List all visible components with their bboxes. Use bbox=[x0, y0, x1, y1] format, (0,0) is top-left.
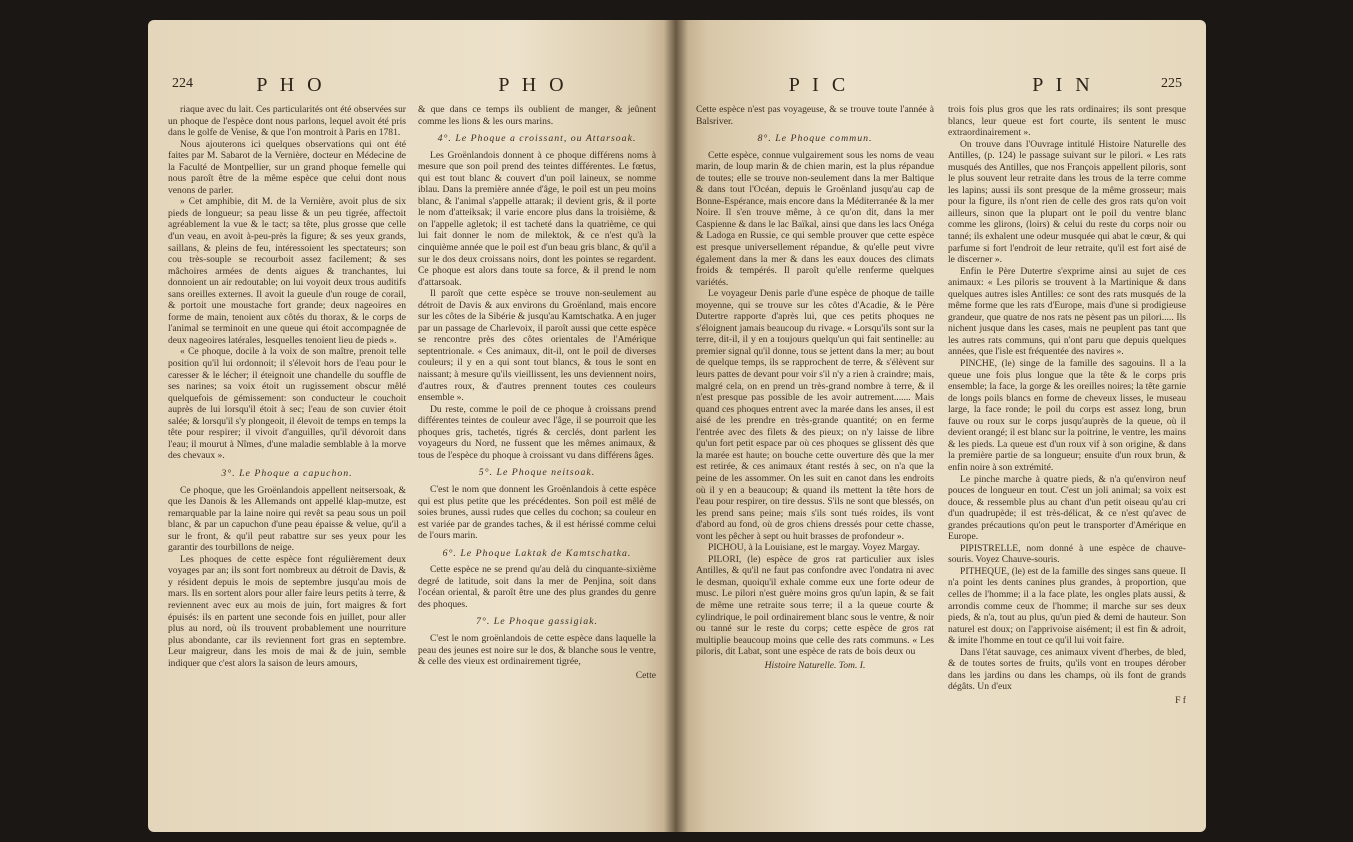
paragraph: On trouve dans l'Ouvrage intitulé Histoire Naturelle des Antilles, (p. 124) le passage suivant sur le pilori. « Les rats musqués des Antilles, que nos François appellent piloris, sont le plus souvent leur retraite dans les trous de la terre comme les lapins; aussi ils sont presque de la même grosseur; mais pour la figure, ils n'ont rien de celle des gros rats qu'on voit ailleurs, sinon que la plupart ont le poil du ventre blanc comme les glirons, (loirs) & celui du reste du corps noir ou tanné; ils exhalent une odeur musquée qui abat le cœur, & qui parfume si fort l'endroit de leur retraite, qu'il est fort aisé de le discerner ». bbox=[948, 138, 1186, 266]
paragraph: PILORI, (le) espèce de gros rat particulier aux isles Antilles, & qu'il ne faut pas confondre avec l'ondatra ni avec le desman, quoiqu'il exhale comme eux une forte odeur de musc. Le pilori n'est guère moins gros qu'un lapin, & se fait de même une retraite sous terre; il a la queue courte & cylindrique, le poil ordinairement blanc sous le ventre, & noir ou tanné sur le reste du corps; cette espèce de gros rat multiplie beaucoup moins que celle des rats communs. « Les piloris, dit Labat, sont une espèce de rats de bois deux ou bbox=[696, 553, 934, 658]
paragraph: Le voyageur Denis parle d'une espèce de phoque de taille moyenne, qui se trouve sur les côtes d'Acadie, & le Père Dutertre rapporte d'après lui, que ces petits phoques ne s'éloignent jamais beaucoup du rivage. « Lorsqu'ils sont sur la terre, dit-il, il y en a toujours quelqu'un qui fait sentinelle: au premier signal qu'il donne, tous se jettent dans la mer; au bout de quelque temps, ils se rapprochent de terre, & s'élèvent sur leurs pattes de devant pour voir s'il n'y a rien à craindre; mais, malgré cela, on en prend un très-grand nombre à terre, & il n'est presque pas possible de les avoir autrement....... Mais quand ces phoques entrent avec la marée dans les anses, il est aisé de les prendre en très-grande quantité; on en ferme l'entrée avec des filets & des pieux; on n'y laisse de libre qu'un fort petit espace par où ces phoques se glissent dès que la marée est haute; on bouche cette ouverture dès que la mer est retirée, & ces animaux étant restés à sec, on n'a que la peine de les assommer. On les suit en canot dans les endroits où il y en a beaucoup; & quand ils mettent la tête hors de l'eau pour respirer, on tire dessus. S'ils ne sont que blessés, on les prend sans peine; mais s'ils sont tués roides, ils vont d'abord au fond, où de gros chiens dressés pour cette chasse, vont les pêcher à sept ou huit brasses de profondeur ». bbox=[696, 288, 934, 542]
text-column bbox=[168, 104, 406, 814]
paragraph: Cette espèce, connue vulgairement sous les noms de veau marin, de loup marin & de chien marin, est la plus répandue de toutes; elle se trouve non-seulement dans la mer Baltique & dans tout l'Océan, depuis le Groënland jusqu'au cap de Bonne-Espérance, mais encore dans la Méditerranée & la mer Noire. Il s'en trouve même, à ce qu'on dit, dans la mer Caspienne & dans le lac Baïkal, ainsi que dans les lacs Onéga & Ladoga en Russie, ce qui semble prouver que cette espèce est presque universellement répandue, & qu'elle peut vivre également dans la mer & dans les eaux douces des climats froids & tempérés. Il paroît qu'elle renferme quelques variétés. bbox=[696, 149, 934, 288]
signature-mark: F f bbox=[1175, 694, 1186, 706]
catchword: Cette bbox=[635, 669, 656, 681]
paragraph: & que dans ce temps ils oublient de manger, & jeûnent comme les lions & les ours marins. bbox=[418, 104, 656, 127]
left-page bbox=[148, 20, 676, 832]
paragraph: Nous ajouterons ici quelques observations qui ont été faites par M. Sabarot de la Vernière, docteur en Médecine de la Faculté de Montpellier, sur un grand phoque femelle qui nous paroît être de la même espèce que celui dont nous venons de parler. bbox=[168, 138, 406, 196]
paragraph: Dans l'état sauvage, ces animaux vivent d'herbes, de bled, & de toutes sortes de fruits, qu'ils vont en troupes dérober dans les jardins ou dans les champs, où ils font de grands dégâts. Un d'eux bbox=[948, 646, 1186, 693]
text-column bbox=[418, 104, 656, 814]
paragraph: trois fois plus gros que les rats ordinaires; ils sont presque blancs, leur queue est fort courte, ils sentent le musc extraordinairement ». bbox=[948, 104, 1186, 139]
paragraph: Enfin le Père Dutertre s'exprime ainsi au sujet de ces animaux: « Les piloris se trouvent à la Martinique & dans quelques autres isles Antilles: ce sont des rats musqués de la même forme que les rats d'Europe, mais d'une si prodigieuse grandeur, que quatre de nos rats ne pèsent pas un pilori..... Ils nichent jusque dans les cases, mais ne peuplent pas tant que les autres rats communs, qui n'ont paru que depuis quelques années, que l'isle est fréquentée des navires ». bbox=[948, 265, 1186, 358]
paragraph: Du reste, comme le poil de ce phoque à croissans prend différentes teintes de couleur avec l'âge, il se pourroit que les phoques gris, tachetés, tigrés & cerclés, dont parlent les voyageurs du Nord, ne fussent que les mêmes animaux, & tous de l'espèce du phoque à croissant vu dans différens âges. bbox=[418, 403, 656, 461]
paragraph: C'est le nom que donnent les Groënlandois à cette espèce qui est plus petite que les précédentes. Son poil est mêlé de soies brunes, aussi rudes que celles du cochon; sa couleur en est variée par de grandes taches, & il est hérissé comme celui de l'ours marin. bbox=[418, 483, 656, 542]
paragraph: « Ce phoque, docile à la voix de son maître, prenoit telle position qu'il lui ordonnoit; il s'élevoit hors de l'eau pour le caresser & le lécher; il éteignoit une chandelle du souffle de ses narines; sa voix étoit un rugissement obscur mêlé quelquefois de gémissement: son conducteur le couchoit auprès de lui lorsqu'il étoit à sec; l'eau de son cuvier étoit salée; & lorsqu'il s'y plongeoit, il élevoit de temps en temps la tête pour respirer; il vivoit d'anguilles, qu'il dévoroit dans l'eau; il mourut à Nîmes, d'une maladie semblable à la morve des chevaux ». bbox=[168, 346, 406, 462]
left-page-header bbox=[172, 74, 652, 98]
page-number: 224 bbox=[172, 76, 193, 91]
running-head: P I N bbox=[1032, 74, 1094, 96]
paragraph: PIPISTRELLE, nom donné à une espèce de chauve-souris. Voyez Chauve-souris. bbox=[948, 542, 1186, 566]
paragraph: Cette espèce n'est pas voyageuse, & se trouve toute l'année à Balsriver. bbox=[696, 104, 934, 127]
running-head: P I C bbox=[788, 74, 850, 96]
paragraph: » Cet amphibie, dit M. de la Vernière, avoit plus de six pieds de longueur; sa peau lisse & un peu tigrée, affectoit agréablement la vue & le tact; sa tête, plus grosse que celle d'un veau, en avoit à-peu-près la figure; & ses yeux grands, saillans, & pleins de feu, intéressoient les spectateurs; son cou très-souple se recourboit assez facilement; & ses mâchoires armées de dents aigues & tranchantes, lui donnoient un air redoutable; on lui voyoit deux trous auditifs sans oreilles externes. Il avoit la gueule d'un rouge de corail, & portoit une moustache fort grande; deux nageoires en forme de main, tenoient aux côtés du thorax, & le corps de l'animal se terminoit en une queue qui étoit accompagnée de deux nageoires latérales, lesquelles tenoient lieu de pieds ». bbox=[168, 196, 406, 346]
paragraph: Les Groënlandois donnent à ce phoque différens noms à mesure que son poil prend des teintes différentes. Le fœtus, qui est tout blanc & couvert d'un poil laineux, se nomme iblau. Dans la première année d'âge, le poil est un peu moins blanc, & l'animal s'appelle attarak; il devient gris, & il porte le nom d'atteiksak; il varie encore plus dans la troisième, & on l'appelle agletok; il est tacheté dans la quatrième, ce qui lui fait donner le nom de milektok, & ce n'est qu'à la cinquième année que le poil est d'un beau gris blanc, & qu'il a sur le dos deux croissans noirs, dont les pointes se regardent. Ce phoque est alors dans toute sa force, & il prend le nom d'attarsoak. bbox=[418, 149, 656, 288]
right-page-header bbox=[700, 74, 1182, 98]
paragraph: Cette espèce ne se prend qu'au delà du cinquante-sixième degré de latitude, soit dans la mer de Penjina, soit dans l'océan oriental, & paroît être une des plus grandes du genre des phoques. bbox=[418, 564, 656, 610]
section-heading: 5°. Le Phoque neitsoak. bbox=[478, 467, 596, 479]
book-gutter bbox=[664, 20, 688, 832]
page-number: 225 bbox=[1161, 76, 1182, 91]
running-head: P H O bbox=[256, 74, 326, 96]
paragraph: Les phoques de cette espèce font régulièrement deux voyages par an; ils sont fort nombreux au détroit de Davis, & y résident depuis le mois de septembre jusqu'au mois de mars. Ils en sortent alors pour aller faire leurs petits à terre, & reviennent avec eux au mois de juin, fort maigres & fort épuisés: ils en partent une seconde fois en juillet, pour aller plus au nord, où ils trouvent probablement une nourriture plus abondante, car ils reviennent fort gras en septembre. Leur maigreur, dans les mois de mai & de juin, semble indiquer que c'est alors la saison de leurs amours, bbox=[168, 553, 406, 669]
paragraph: Ce phoque, que les Groënlandois appellent neitsersoak, & que les Danois & les Allemands ont appellé klap-mutze, est remarquable par la laine noire qui revêt sa peau sous un poil blanc, & par un capuchon d'une peau épaisse & velue, qu'il a sur le front, & qu'il peut rabattre sur ses yeux pour les garantir des tourbillons de neige. bbox=[168, 484, 406, 554]
paragraph: PINCHE, (le) singe de la famille des sagouins. Il a la queue une fois plus longue que la tête & le corps pris ensemble; la face, la gorge & les oreilles noires; la tête garnie de longs poils blancs en forme de cheveux lisses, le museau large, la face ronde; le poil du corps est assez long, brun fauve ou roux sur le corps jusqu'auprès de la queue, où il devient orangé; il est blanc sur la poitrine, le ventre, les mains & les pieds. La queue est d'un roux vif à son origine, & dans la première partie de sa longueur; ensuite d'un roux brun, & enfin noire à son extrémité. bbox=[948, 358, 1186, 473]
section-heading: 7°. Le Phoque gassigiak. bbox=[476, 616, 598, 628]
section-heading: 6°. Le Phoque Laktak de Kamtschatka. bbox=[442, 547, 632, 559]
section-heading: 4°. Le Phoque a croissant, ou Attarsoak. bbox=[437, 133, 637, 145]
paragraph: PICHOU, à la Louisiane, est le margay. Voyez Margay. bbox=[708, 542, 920, 554]
paragraph: C'est le nom groënlandois de cette espèce dans laquelle la peau des jeunes est noire sur le dos, & blanche sous le ventre, & celle des vieux est ordinairement tigrée, bbox=[418, 632, 656, 668]
paragraph: PITHEQUE, (le) est de la famille des singes sans queue. Il n'a point les dents canines plus grandes, à proportion, que celles de l'homme; il a la face plate, les ongles plats aussi, & arrondis comme ceux de l'homme; il marche sur ses deux pieds, & n'a, tout au plus, qu'un pied & demi de hauteur. Son naturel est doux; on l'apprivoise aisément; il est fin & adroit, & imite l'homme en tout ce qu'il lui voit faire. bbox=[948, 565, 1186, 647]
page-footer: Histoire Naturelle. Tom. I. bbox=[764, 659, 866, 671]
running-head: P H O bbox=[498, 74, 568, 96]
text-column bbox=[948, 104, 1186, 814]
section-heading: 3°. Le Phoque a capuchon. bbox=[221, 467, 353, 479]
paragraph: riaque avec du lait. Ces particularités ont été observées sur un phoque de l'espèce dont nous parlons, lequel avoit été pris dans le golfe de Venise, & que l'on montroit à Paris en 1781. bbox=[168, 104, 406, 139]
section-heading: 8°. Le Phoque commun. bbox=[757, 133, 873, 145]
paragraph: Il paroît que cette espèce se trouve non-seulement au détroit de Davis & aux environs du Groënland, mais encore sur les côtes de la Sibérie & jusqu'au Kamtschatka. A en juger par un passage de Charlevoix, il paroît aussi que cette espèce se rencontre près des côtes orientales de l'Amérique septentrionale. « Ces animaux, dit-il, ont le poil de diverses couleurs; il y en a qui sont tout blancs, & tous le sont en naissant; à mesure qu'ils vieillissent, les uns deviennent noirs, d'autres roux, & d'autres prennent toutes ces couleurs ensemble ». bbox=[418, 288, 656, 404]
right-page bbox=[676, 20, 1206, 832]
paragraph: Le pinche marche à quatre pieds, & n'a qu'environ neuf pouces de longueur en tout. C'est un joli animal; sa voix est douce, & ressemble plus au chant d'un petit oiseau qu'au cri d'un quadrupède; il est très-délicat, & ce n'est qu'avec de grandes précautions qu'on peut le transporter d'Amérique en Europe. bbox=[948, 473, 1186, 543]
text-column bbox=[696, 104, 934, 814]
